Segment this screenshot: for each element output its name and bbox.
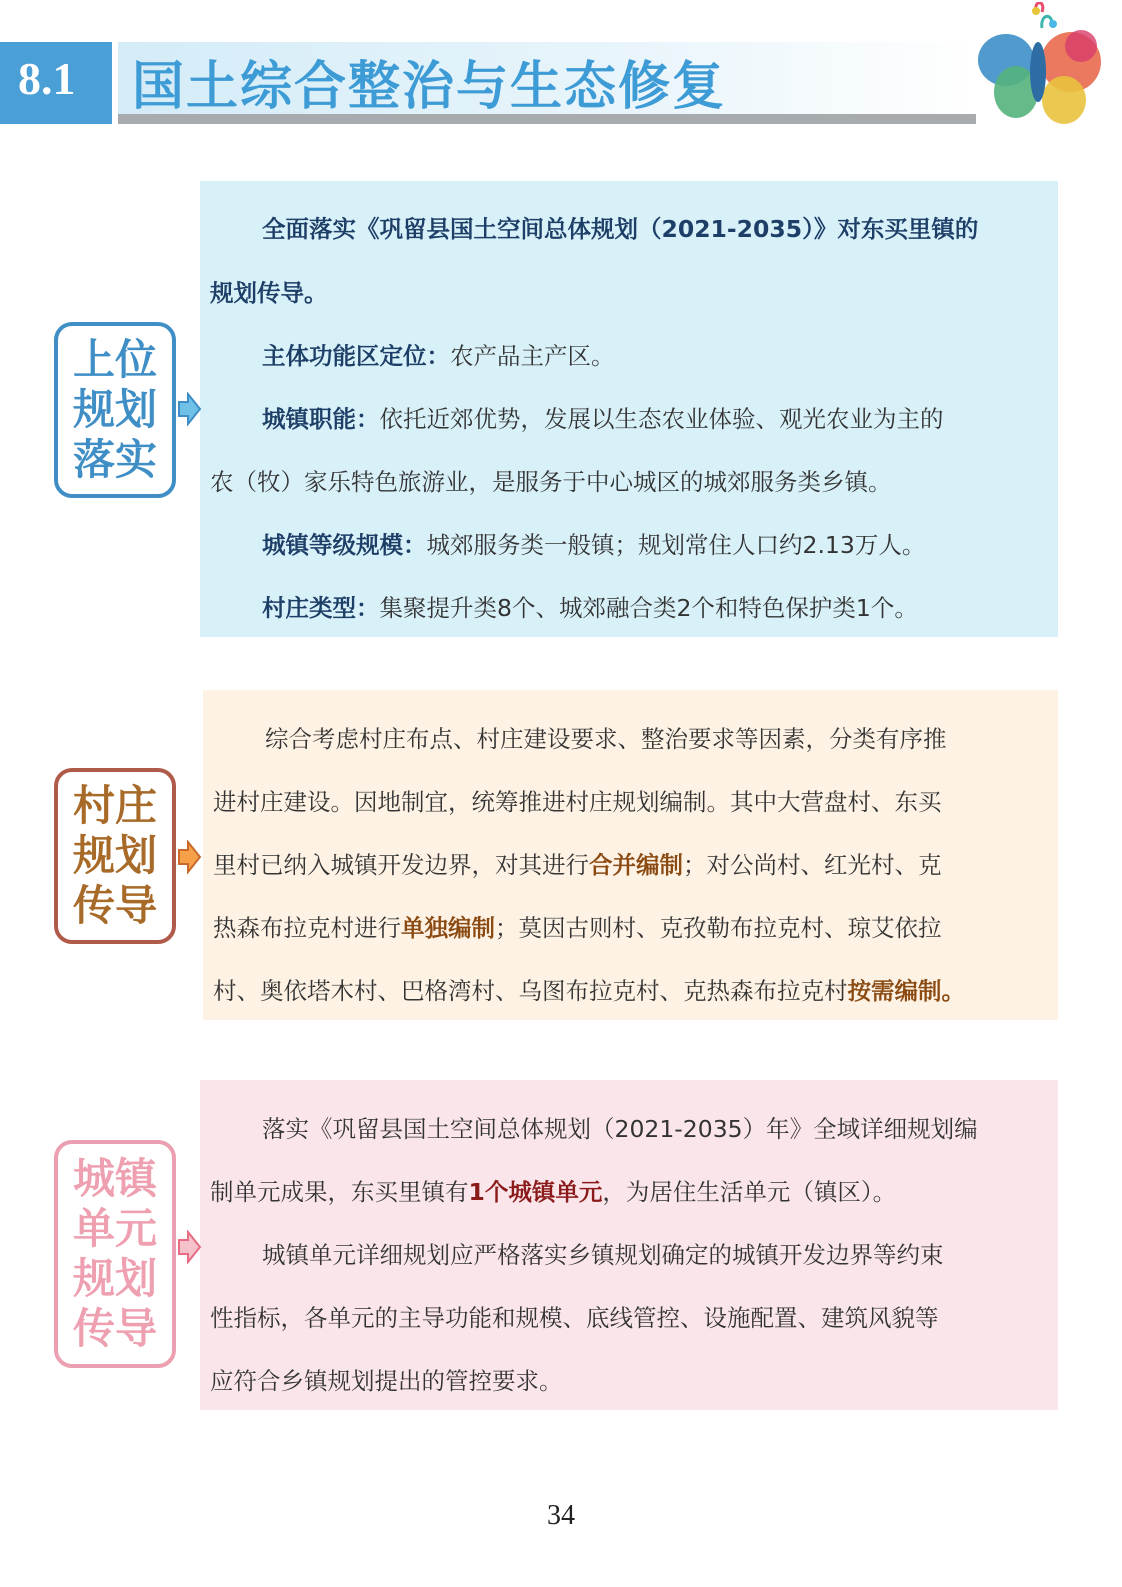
label-function-zone: 主体功能区定位： — [262, 342, 450, 370]
tag-line: 传导 — [72, 881, 157, 930]
page-title: 国土综合整治与生态修复 — [132, 57, 727, 117]
tag-line: 传导 — [72, 1304, 157, 1353]
tag-line: 村庄 — [72, 781, 157, 830]
arrow-right-icon — [178, 392, 202, 426]
tag-village-plan — [54, 768, 176, 944]
arrow-right-icon — [178, 840, 202, 874]
paragraph-line: 城镇职能：依托近郊优势，发展以生态农业体验、观光农业为主的 — [262, 405, 944, 433]
tag-upper-plan — [54, 322, 176, 498]
arrow-right-icon — [178, 1230, 202, 1264]
label-town-function: 城镇职能： — [262, 405, 380, 433]
tag-line: 单元 — [72, 1204, 157, 1253]
paragraph-line: 综合考虑村庄布点、村庄建设要求、整治要求等因素，分类有序推 — [265, 725, 947, 753]
paragraph-line: 城镇单元详细规划应严格落实乡镇规划确定的城镇开发边界等约束 — [262, 1241, 944, 1269]
paragraph-line: 里村已纳入城镇开发边界，对其进行合并编制；对公尚村、红光村、克 — [213, 851, 942, 879]
tag-line: 落实 — [72, 435, 157, 484]
paragraph-line: 村庄类型：集聚提升类8个、城郊融合类2个和特色保护类1个。 — [262, 594, 918, 622]
highlight-separate: 单独编制 — [401, 914, 495, 942]
paragraph-line: 热森布拉克村进行单独编制；莫因古则村、克孜勒布拉克村、琼艾依拉 — [213, 914, 942, 942]
tag-line: 规划 — [72, 1254, 157, 1303]
butterfly-logo-icon — [976, 2, 1108, 130]
label-town-scale: 城镇等级规模： — [262, 531, 427, 559]
paragraph-line: 村、奥依塔木村、巴格湾村、乌图布拉克村、克热森布拉克村按需编制。 — [213, 977, 965, 1005]
paragraph-line: 城镇等级规模：城郊服务类一般镇；规划常住人口约2.13万人。 — [262, 531, 926, 559]
paragraph-line: 制单元成果，东买里镇有1个城镇单元，为居住生活单元（镇区）。 — [210, 1178, 897, 1206]
paragraph-line: 应符合乡镇规划提出的管控要求。 — [210, 1367, 563, 1395]
label-village-type: 村庄类型： — [262, 594, 380, 622]
paragraph-line: 全面落实《巩留县国土空间总体规划（2021-2035）》对东买里镇的 — [262, 215, 979, 243]
paragraph-line: 性指标，各单元的主导功能和规模、底线管控、设施配置、建筑风貌等 — [210, 1304, 939, 1332]
section-number-badge — [0, 42, 112, 124]
highlight-town-unit: 1个城镇单元 — [468, 1178, 603, 1206]
tag-line: 城镇 — [72, 1154, 157, 1203]
tag-line: 上位 — [72, 335, 157, 384]
page-number: 34 — [547, 1500, 575, 1531]
paragraph-line: 进村庄建设。因地制宜，统筹推进村庄规划编制。其中大营盘村、东买 — [213, 788, 942, 816]
paragraph-line: 规划传导。 — [210, 279, 328, 307]
section-number: 8.1 — [18, 53, 76, 104]
paragraph-line: 主体功能区定位：农产品主产区。 — [262, 342, 615, 370]
tag-line: 规划 — [72, 385, 157, 434]
paragraph-line: 农（牧）家乐特色旅游业，是服务于中心城区的城郊服务类乡镇。 — [210, 468, 892, 496]
paragraph-line: 落实《巩留县国土空间总体规划（2021-2035）年》全域详细规划编 — [262, 1115, 978, 1143]
highlight-on-demand: 按需编制。 — [847, 977, 965, 1005]
tag-town-unit — [54, 1140, 176, 1368]
highlight-merged: 合并编制 — [589, 851, 683, 879]
tag-line: 规划 — [72, 831, 157, 880]
